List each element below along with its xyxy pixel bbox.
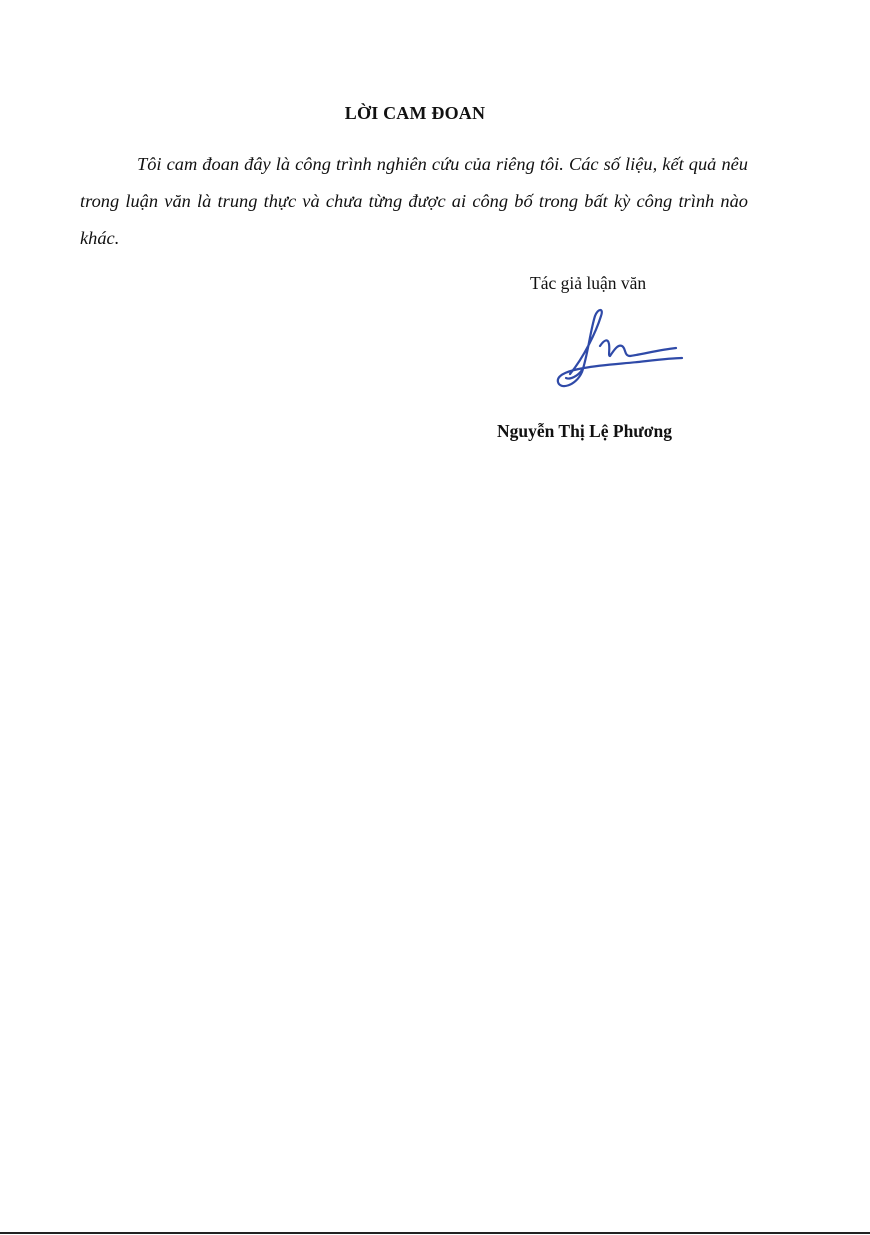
declaration-paragraph: Tôi cam đoan đây là công trình nghiên cứu của riêng tôi. Các số liệu, kết quả nêu trong luận văn là trung thực và chưa từng được ai công bố trong bất kỳ công trình nào khác. (80, 154, 748, 248)
page-bottom-border (0, 1232, 870, 1234)
page-title: LỜI CAM ĐOAN (344, 103, 486, 123)
author-label: Tác giả luận văn (530, 273, 647, 293)
signature-icon (548, 302, 688, 402)
author-name: Nguyễn Thị Lệ Phương (497, 421, 672, 441)
